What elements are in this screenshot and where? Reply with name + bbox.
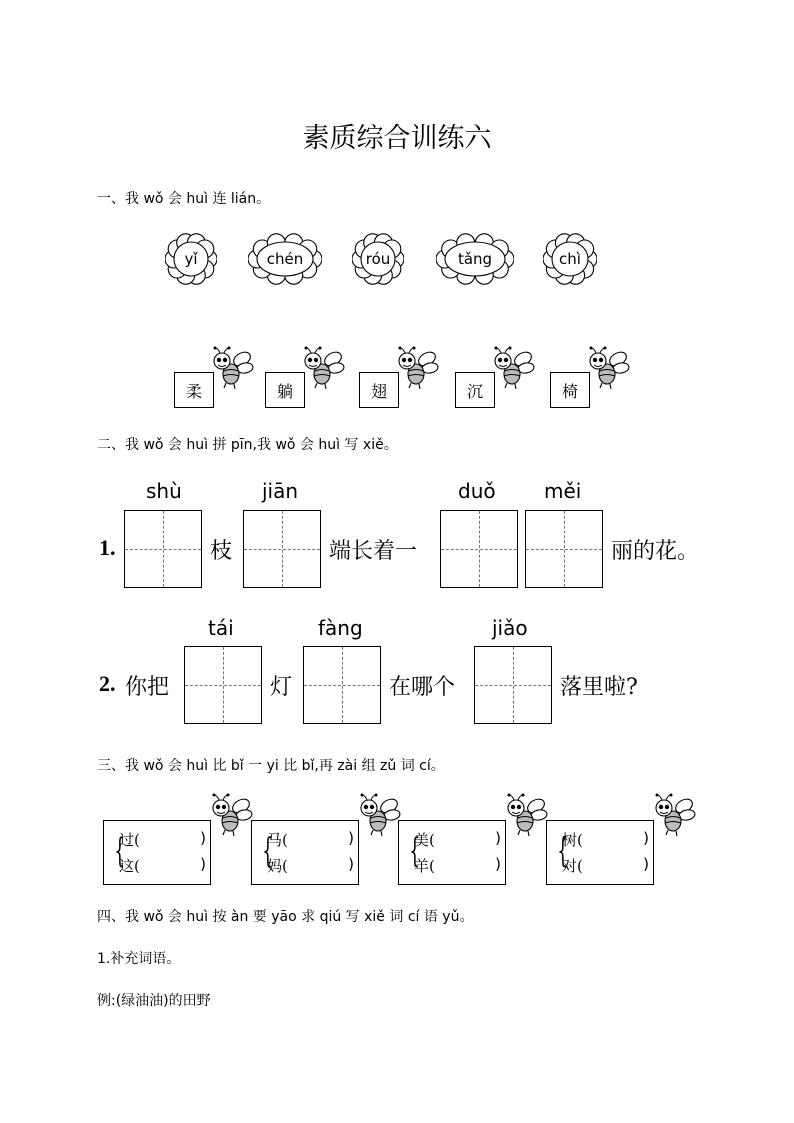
char-box[interactable]: 翅 — [359, 372, 399, 408]
brace-icon: { — [409, 831, 421, 871]
compare-word-b[interactable]: 对( — [562, 857, 583, 875]
flower-label: yǐ — [184, 250, 198, 268]
q2-text-2: 在哪个 — [389, 675, 456, 700]
close-paren: ) — [200, 829, 206, 847]
flower-label: róu — [365, 250, 391, 268]
compare-word-a[interactable]: 树( — [562, 831, 583, 849]
question-2-number: 2. — [99, 671, 116, 696]
compare-group — [398, 820, 506, 885]
pinyin-shu: shù — [146, 479, 182, 503]
flower-pinyin[interactable] — [543, 233, 597, 285]
close-paren: ) — [495, 855, 501, 873]
char-box[interactable]: 椅 — [550, 372, 590, 408]
brace-icon: { — [114, 831, 126, 871]
compare-word-b[interactable]: 羊( — [414, 857, 435, 875]
writing-grid-1a[interactable] — [124, 510, 202, 588]
writing-grid-1d[interactable] — [525, 510, 603, 588]
close-paren: ) — [348, 855, 354, 873]
section-3-heading: 三、我 wǒ 会 huì 比 bǐ 一 yi 比 bǐ,再 zài 组 zǔ 词 cí。 — [97, 758, 445, 774]
q2-text-1: 灯 — [270, 675, 293, 700]
q2-text-0: 你把 — [125, 675, 170, 700]
sub-question-1: 1.补充词语。 — [97, 951, 181, 967]
brace-icon: { — [262, 831, 274, 871]
bee-icon — [355, 793, 401, 841]
bee-icon — [489, 346, 535, 394]
section-4-heading: 四、我 wǒ 会 huì 按 àn 要 yāo 求 qiú 写 xiě 词 cí 语 yǔ。 — [97, 909, 474, 925]
bee-icon — [502, 793, 548, 841]
page-title: 素质综合训练六 — [302, 123, 492, 154]
flower-label: chì — [559, 250, 581, 268]
bee-icon — [584, 346, 630, 394]
writing-grid-2b[interactable] — [303, 646, 381, 724]
pinyin-jian: jiān — [262, 479, 299, 503]
compare-word-a[interactable]: 美( — [414, 831, 435, 849]
close-paren: ) — [348, 829, 354, 847]
bee-icon — [207, 793, 253, 841]
char-box[interactable]: 沉 — [455, 372, 495, 408]
flower-label: tǎng — [457, 250, 493, 268]
char-box[interactable]: 躺 — [265, 372, 305, 408]
writing-grid-2a[interactable] — [184, 646, 262, 724]
flower-label: chén — [266, 250, 304, 268]
compare-word-b[interactable]: 这( — [119, 857, 140, 875]
q1-text-1: 枝 — [210, 539, 233, 564]
question-1-number: 1. — [99, 535, 116, 560]
compare-word-a[interactable]: 过( — [119, 831, 140, 849]
compare-group — [103, 820, 211, 885]
close-paren: ) — [643, 829, 649, 847]
writing-grid-1b[interactable] — [243, 510, 321, 588]
q1-text-2: 端长着一 — [329, 539, 418, 564]
pinyin-jiao: jiǎo — [492, 616, 528, 640]
flower-pinyin[interactable] — [352, 233, 404, 285]
pinyin-tai: tái — [208, 616, 234, 640]
brace-icon: { — [557, 831, 569, 871]
pinyin-mei: měi — [544, 479, 582, 503]
writing-grid-1c[interactable] — [440, 510, 518, 588]
compare-group — [546, 820, 654, 885]
flower-pinyin[interactable] — [436, 233, 514, 285]
compare-word-a[interactable]: 马( — [267, 831, 288, 849]
pinyin-fang: fàng — [318, 616, 363, 640]
bee-icon — [393, 346, 439, 394]
bee-icon — [208, 346, 254, 394]
flower-pinyin[interactable] — [248, 233, 322, 285]
close-paren: ) — [200, 855, 206, 873]
close-paren: ) — [643, 855, 649, 873]
close-paren: ) — [495, 829, 501, 847]
flower-pinyin[interactable] — [165, 233, 217, 285]
example-line: 例:(绿油油)的田野 — [97, 993, 211, 1009]
bee-icon — [299, 346, 345, 394]
bee-icon — [650, 793, 696, 841]
q2-text-3: 落里啦? — [560, 675, 638, 700]
section-1-heading: 一、我 wǒ 会 huì 连 lián。 — [97, 191, 271, 207]
pinyin-duo: duǒ — [458, 479, 496, 503]
compare-word-b[interactable]: 妈( — [267, 857, 288, 875]
char-box[interactable]: 柔 — [174, 372, 214, 408]
writing-grid-2c[interactable] — [474, 646, 552, 724]
section-2-heading: 二、我 wǒ 会 huì 拼 pīn,我 wǒ 会 huì 写 xiě。 — [97, 437, 398, 453]
q1-text-3: 丽的花。 — [611, 539, 700, 564]
compare-group — [251, 820, 359, 885]
